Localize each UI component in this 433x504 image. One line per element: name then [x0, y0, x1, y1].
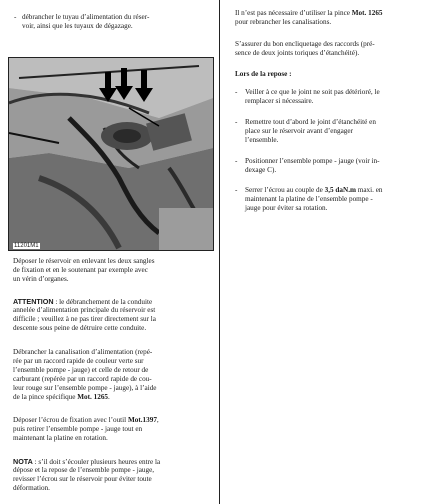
refit-item-1-line-1: Veiller à ce que le joint ne soit pas détérioré, le: [245, 88, 380, 96]
refit-item-4-line-1: Serrer l’écrou au couple de 3,5 daN.m maxi. en: [245, 186, 383, 194]
refit-item-4-line-3: jauge pour éviter sa rotation.: [245, 204, 328, 212]
torque-value: 3,5 daN.m: [324, 186, 356, 194]
para-disconnect-1: Débrancher la canalisation d’alimentation (repé-: [13, 348, 153, 356]
refit-item-2-bullet: -: [235, 118, 238, 126]
para-remove-tank-2: de fixation et en le soutenant par exemple avec: [13, 266, 148, 274]
para-remove-tank-1: Déposer le réservoir en enlevant les deux sangles: [13, 257, 155, 265]
note-line-2: dépose et la repose de l’ensemble pompe - jauge,: [13, 466, 155, 474]
attention-line-1: ATTENTION : le débranchement de la conduite: [13, 297, 153, 306]
intro-bullet: -: [14, 13, 17, 21]
attention-line-3: difficile ; veuillez à ne pas tirer directement sur la: [13, 315, 156, 323]
refit-item-2-line-3: l’ensemble.: [245, 136, 279, 144]
refit-item-4-bullet: -: [235, 186, 238, 194]
para-disconnect-4: carburant (repérée par un raccord rapide de cou-: [13, 375, 152, 383]
intro-line-2: voir, ainsi que les tuyaux de dégazage.: [22, 22, 133, 30]
refit-item-1-line-2: remplacer si nécessaire.: [245, 97, 314, 105]
para-disconnect-3: l’ensemble pompe - jauge) et celle de retour de: [13, 366, 149, 374]
reconnect-line-1: Il n’est pas nécessaire d’utiliser la pince Mot. 1265: [235, 9, 383, 17]
note-line-3: revisser l’écrou sur le réservoir pour éviter toute: [13, 475, 152, 483]
refit-item-1-bullet: -: [235, 88, 238, 96]
para-remove-tank-3: un vérin d’organes.: [13, 275, 69, 283]
check-clips-line-1: S’assurer du bon encliquetage des raccords (pré-: [235, 40, 375, 48]
refit-item-2-line-1: Remettre tout d’abord le joint d’étanchéité en: [245, 118, 376, 126]
column-divider: [219, 0, 220, 504]
engine-bay-illustration: [9, 58, 213, 250]
refit-heading: Lors de la repose :: [235, 70, 292, 78]
attention-label: ATTENTION: [13, 297, 54, 306]
para-disconnect-6: de la pince spécifique Mot. 1265.: [13, 393, 110, 401]
para-remove-nut-1: Déposer l’écrou de fixation avec l’outil Mot.1397,: [13, 416, 159, 424]
para-remove-nut-2: puis retirer l’ensemble pompe - jauge tout en: [13, 425, 143, 433]
intro-line-1: débrancher le tuyau d’alimentation du réser-: [22, 13, 150, 21]
check-clips-line-2: sence de deux joints toriques d’étanchéité).: [235, 49, 360, 57]
para-remove-nut-3: maintenant la platine en rotation.: [13, 434, 108, 442]
note-line-1: NOTA : s’il doit s’écouler plusieurs heures entre la: [13, 457, 161, 466]
refit-item-2-line-2: place sur le réservoir avant d’engager: [245, 127, 353, 135]
fuel-tank-photo: [8, 57, 214, 251]
attention-line-4: descente sous peine de détruire cette conduite.: [13, 324, 147, 332]
note-line-4: déformation.: [13, 484, 50, 492]
refit-item-3-line-2: dexage C).: [245, 166, 277, 174]
reconnect-line-2: pour rebrancher les canalisations.: [235, 18, 332, 26]
refit-item-3-bullet: -: [235, 157, 238, 165]
para-disconnect-5: leur rouge sur l’ensemble pompe - jauge), à l’aide: [13, 384, 157, 392]
refit-item-3-line-1: Positionner l’ensemble pompe - jauge (voir in-: [245, 157, 380, 165]
photo-reference-code: 11201M1: [14, 243, 39, 249]
refit-item-4-line-2: maintenant la platine de l’ensemble pompe -: [245, 195, 373, 203]
attention-line-2: annelée d’alimentation principale du réservoir est: [13, 306, 156, 314]
para-disconnect-2: rée par un raccord rapide de couleur verte sur: [13, 357, 144, 365]
note-label: NOTA: [13, 457, 33, 466]
